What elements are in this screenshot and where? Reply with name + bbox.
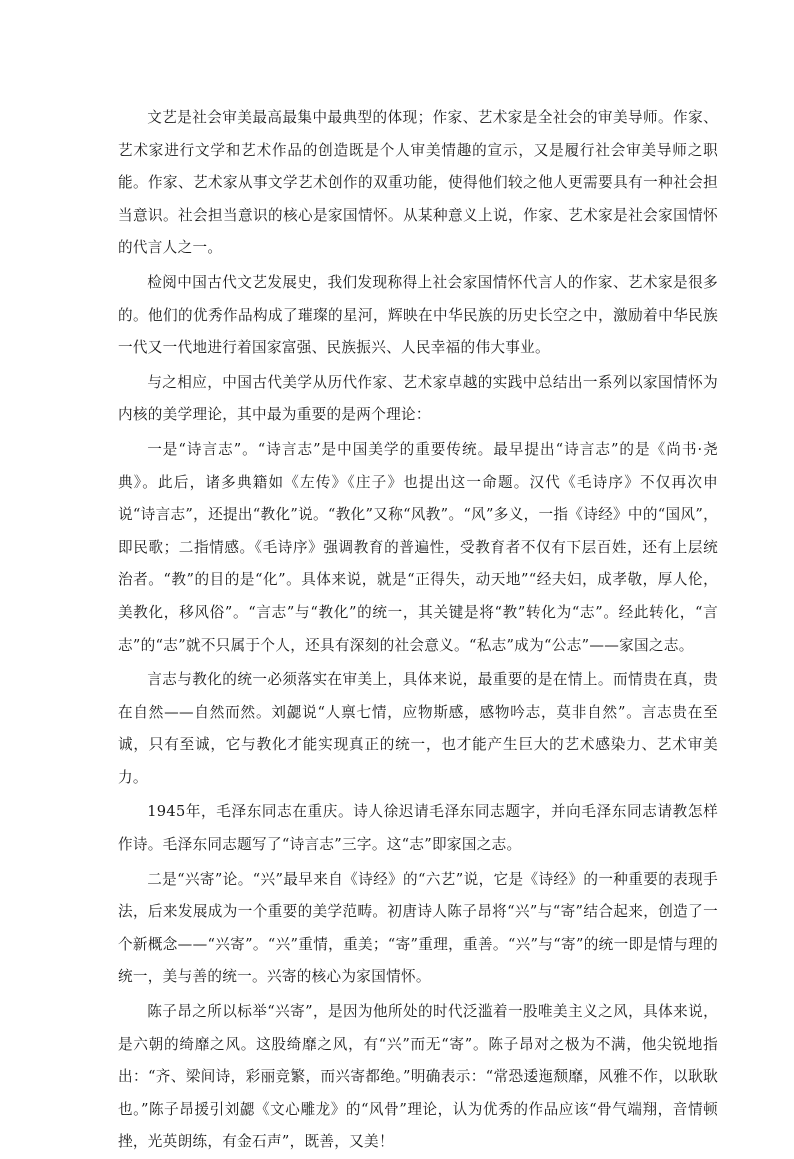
paragraph-2: 检阅中国古代文艺发展史，我们发现称得上社会家国情怀代言人的作家、艺术家是很多的。他们的优秀作品构成了璀璨的星河，辉映在中华民族的历史长空之中，激励着中华民族一代又一代地进行着国家富强、民族振兴、人民幸福的伟大事业。 bbox=[118, 273, 718, 357]
paragraph-4: 一是“诗言志”。“诗言志”是中国美学的重要传统。最早提出“诗言志”的是《尚书·尧典》。此后，诸多典籍如《左传》《庄子》也提出这一命题。汉代《毛诗序》不仅再次申说“诗言志”，还提出“教化”说。“教化”又称“风教”。“风”多义，一指《诗经》中的“国风”，即民歌；二指情感。《毛诗序》强调教育的普遍性，受教育者不仅有下层百姓，还有上层统治者。“教”的目的是“化”。具体来说，就是“正得失，动天地”“经夫妇，成孝敬，厚人伦，美教化，移风俗”。“言志”与“教化”的统一，其关键是将“教”转化为“志”。经此转化，“言志”的“志”就不只属于个人，还具有深刻的社会意义。“私志”成为“公志”——家国之志。 bbox=[118, 440, 718, 654]
paragraph-1: 文艺是社会审美最高最集中最典型的体现；作家、艺术家是全社会的审美导师。作家、艺术家进行文学和艺术作品的创造既是个人审美情趣的宣示，又是履行社会审美导师之职能。作家、艺术家从事文学艺术创作的双重功能，使得他们较之他人更需要具有一种社会担当意识。社会担当意识的核心是家国情怀。从某种意义上说，作家、艺术家是社会家国情怀的代言人之一。 bbox=[118, 109, 718, 257]
paragraph-7: 二是“兴寄”论。“兴”最早来自《诗经》的“六艺”说，它是《诗经》的一种重要的表现手法，后来发展成为一个重要的美学范畴。初唐诗人陈子昂将“兴”与“寄”结合起来，创造了一个新概念——“兴寄”。“兴”重情，重美；“寄”重理，重善。“兴”与“寄”的统一即是情与理的统一，美与善的统一。兴寄的核心为家国情怀。 bbox=[118, 870, 718, 986]
paragraph-5: 言志与教化的统一必须落实在审美上，具体来说，最重要的是在情上。而情贵在真，贵在自然——自然而然。刘勰说“人禀七情，应物斯感，感物吟志，莫非自然”。言志贵在至诚，只有至诚，它与教化才能实现真正的统一，也才能产生巨大的艺术感染力、艺术审美力。 bbox=[118, 671, 718, 786]
paragraph-6: 1945年，毛泽东同志在重庆。诗人徐迟请毛泽东同志题字，并向毛泽东同志请教怎样作诗。毛泽东同志题写了“诗言志”三字。这“志”即家国之志。 bbox=[118, 803, 718, 854]
paragraph-8: 陈子昂之所以标举“兴寄”，是因为他所处的时代泛滥着一股唯美主义之风，具体来说，是六朝的绮靡之风。这股绮靡之风，有“兴”而无“寄”。陈子昂对之极为不满，他尖锐地指出：“齐、梁间诗，彩丽竞繁，而兴寄都绝。”明确表示：“常恐逶迤颓靡，风雅不作，以耿耿也。”陈子昂援引刘勰《文心雕龙》的“风骨”理论，认为优秀的作品应该“骨气端翔，音情顿挫，光英朗练，有金石声”，既善，又美！ bbox=[118, 1003, 718, 1151]
paragraph-3: 与之相应，中国古代美学从历代作家、艺术家卓越的实践中总结出一系列以家国情怀为内核的美学理论，其中最为重要的是两个理论： bbox=[118, 373, 718, 424]
